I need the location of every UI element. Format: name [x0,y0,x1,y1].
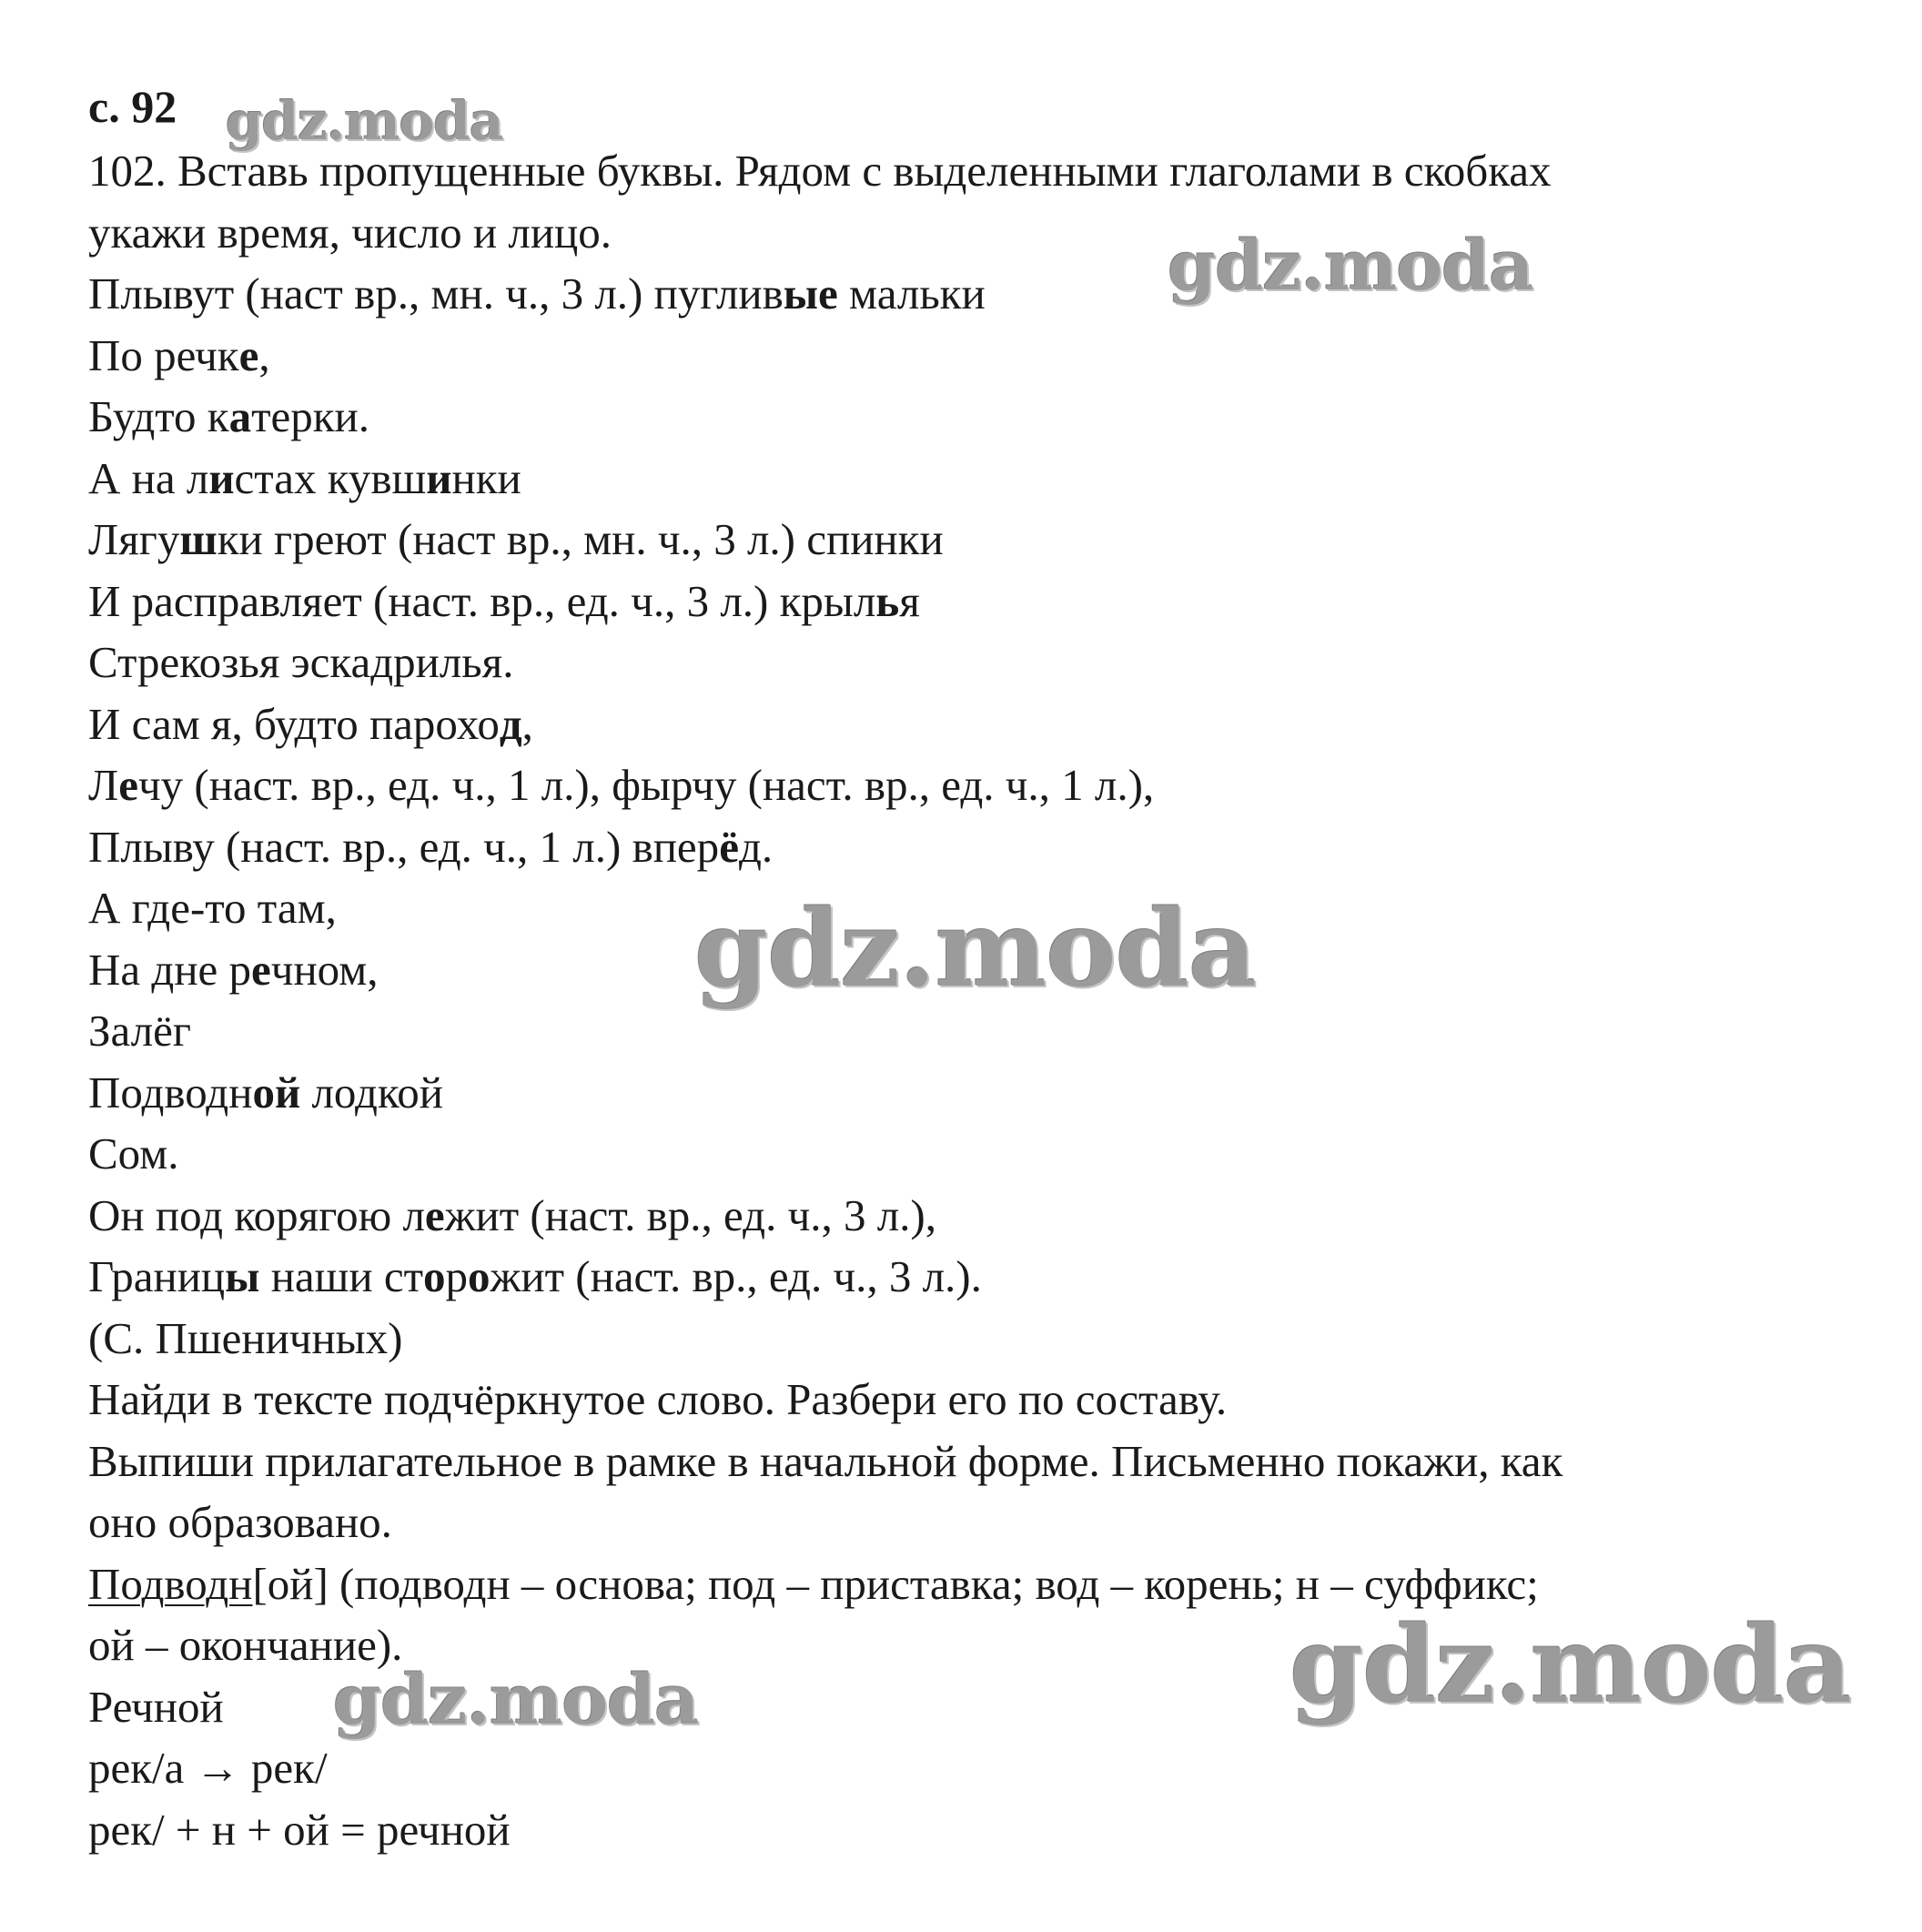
text-segment: Речной [88,1681,224,1732]
text-segment: [ой] (подводн – основа; под – приставка; вод – корень; н – суффикс; [252,1558,1539,1609]
text-line [88,1062,1872,1124]
text-line [88,632,1872,693]
text-segment: Сом. [88,1128,179,1178]
text-segment: Найди в тексте подчёркнутое слово. Разбери его по составу. [88,1374,1228,1424]
text-segment: укажи время, число и лицо. [88,207,612,258]
text-segment: (С. Пшеничных) [88,1312,403,1363]
text-segment: Будто к [88,391,229,441]
watermark: gdz.moda [1168,225,1533,306]
inserted-letter: ой [252,1067,301,1118]
text-segment: д [738,821,762,872]
inserted-letter: е [424,1189,445,1240]
text-segment: Лягу [88,514,180,564]
text-line [88,1308,1872,1370]
text-segment: оно образовано. [88,1497,392,1547]
text-line [88,1123,1872,1185]
text-segment: наши ст [259,1251,424,1301]
text-segment: рек/а → рек/ [88,1743,328,1793]
text-line [88,202,1872,264]
inserted-letter: ые [783,268,838,319]
text-line [88,1799,1872,1861]
inserted-letter: е [118,760,138,810]
text-segment: р [445,1251,469,1301]
text-line [88,448,1872,510]
text-segment: ки греют (наст вр., мн. ч., 3 л.) спинки [217,514,944,564]
text-line [88,571,1872,632]
text-segment: я [899,575,920,626]
text-segment: , [258,329,270,380]
text-line [88,693,1872,755]
text-segment: , [521,698,533,749]
text-line [88,1492,1872,1553]
text-segment: ой – окончание). [88,1620,403,1670]
text-segment: чу (наст. вр., ед. ч., 1 л.), фырчу (наст. вр., ед. ч., 1 л.), [137,760,1155,810]
text-segment: мальки [837,268,986,319]
text-segment: Границ [88,1251,226,1301]
text-segment: . [761,821,774,872]
text-segment: Стрекозья эскадрилья. [88,637,514,687]
text-segment: жит (наст. вр., ед. ч., 3 л.), [444,1189,936,1240]
text-segment: И сам я, будто парохо [88,698,500,749]
inserted-letter: о [423,1251,446,1301]
text-segment: И расправляет (наст. вр., ед. ч., 3 л.) крыл [88,575,876,626]
text-line [88,325,1872,387]
text-line [88,1185,1872,1247]
inserted-letter: о [468,1251,491,1301]
text-segment: чном, [270,944,379,995]
watermark: gdz.moda [1290,1603,1851,1727]
text-segment: лодкой [300,1067,443,1118]
text-segment: А на л [88,452,209,503]
watermark: gdz.moda [333,1659,699,1740]
text-segment: На дне р [88,944,252,995]
text-segment: Залёг [88,1006,192,1056]
inserted-letter: д [499,698,522,749]
text-line [88,1246,1872,1308]
text-line [88,263,1872,325]
text-line [88,509,1872,571]
inserted-letter: ё [719,821,739,872]
inserted-letter: и [426,452,452,503]
text-segment: Выпиши прилагательное в рамке в начальной форме. Письменно покажи, как [88,1435,1563,1486]
text-segment: Подводн [88,1558,253,1609]
text-segment: терки. [251,391,370,441]
text-segment: Подводн [88,1067,253,1118]
watermark: gdz.moda [694,887,1256,1011]
text-segment: По речк [88,329,239,380]
inserted-letter: а [228,391,252,441]
text-line [88,1737,1872,1799]
page-number: с. 92 [88,81,177,132]
text-line [88,386,1872,448]
text-segment: рек/ + н + ой = речной [88,1804,511,1855]
text-segment: нки [451,452,521,503]
watermark: gdz.moda [226,90,503,152]
inserted-letter: е [238,329,259,380]
text-segment: А где-то там, [88,883,337,933]
text-line [88,1431,1872,1492]
text-segment: Плыву (наст. вр., ед. ч., 1 л.) впер [88,821,720,872]
inserted-letter: ь [875,575,900,626]
inserted-letter: е [251,944,271,995]
text-line [88,1369,1872,1431]
text-line [88,816,1872,878]
text-line [88,754,1872,816]
text-segment: стах кувш [234,452,427,503]
text-segment: Плывут (наст вр., мн. ч., 3 л.) пуглив [88,268,784,319]
inserted-letter: ы [225,1251,260,1301]
text-segment: 102. Вставь пропущенные буквы. Рядом с выделенными глаголами в скобках [88,146,1552,196]
text-segment: Л [88,760,119,810]
text-segment: Он под корягою л [88,1189,425,1240]
inserted-letter: и [208,452,235,503]
inserted-letter: ш [179,514,217,564]
text-segment: жит (наст. вр., ед. ч., 3 л.). [490,1251,982,1301]
